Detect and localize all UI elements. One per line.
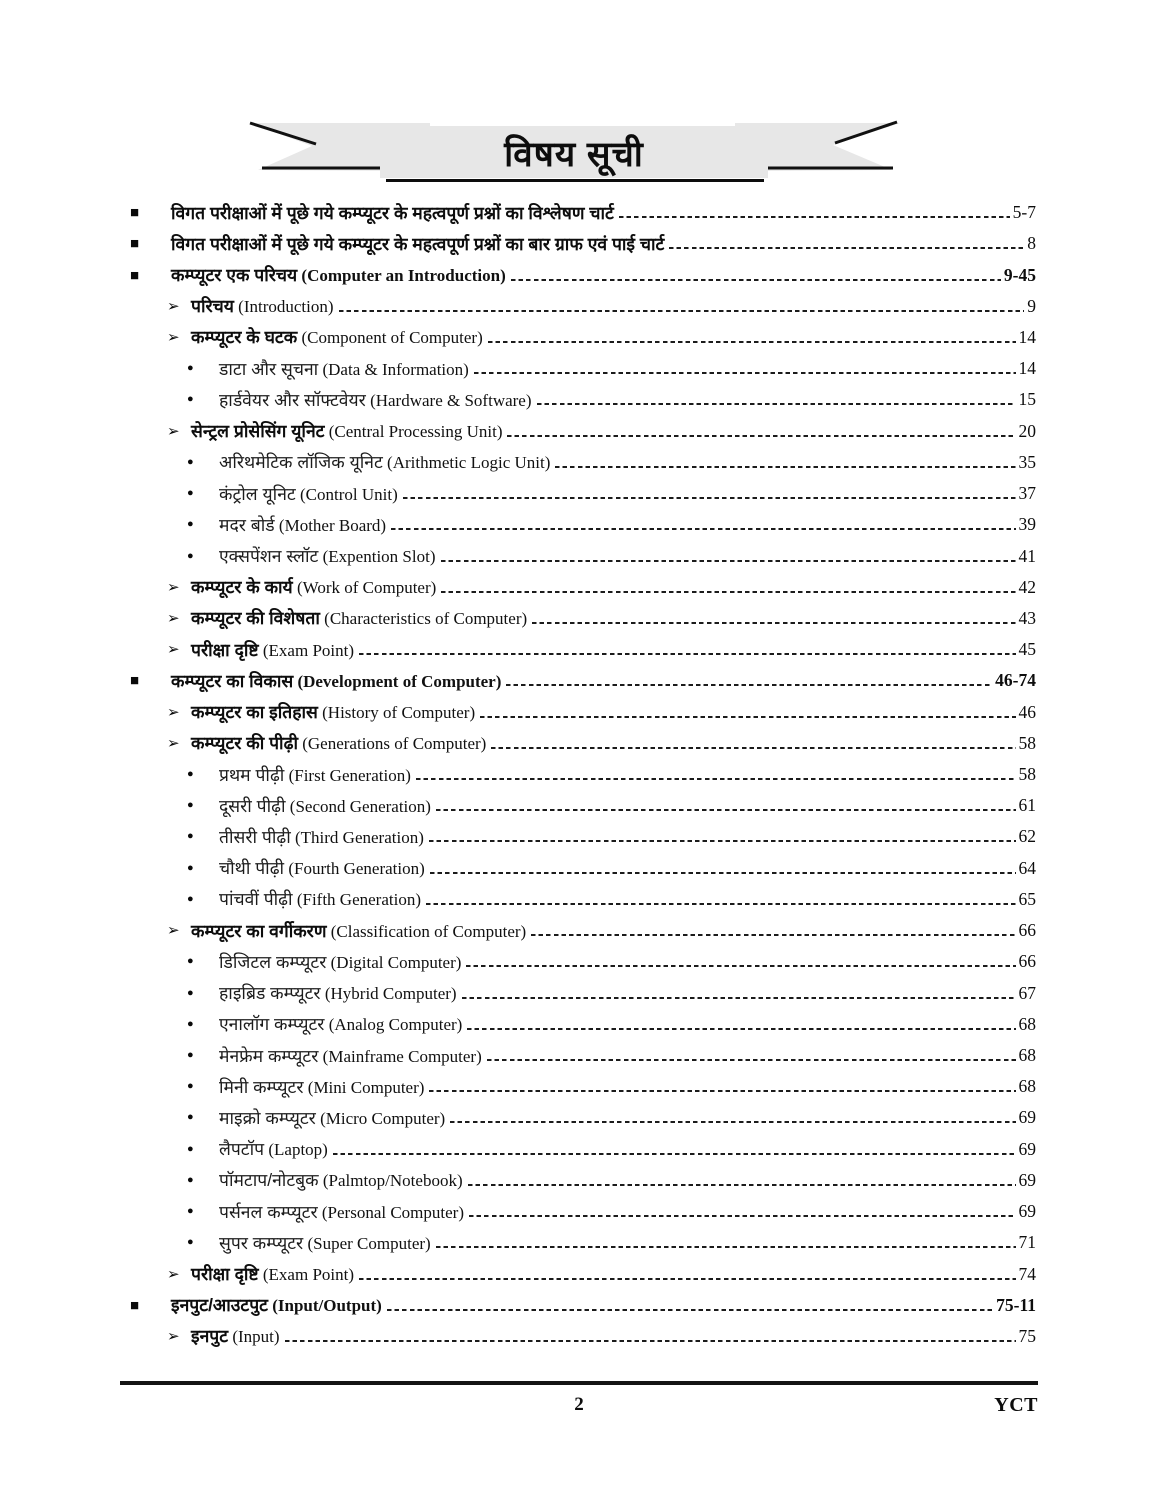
dotted-leader bbox=[429, 840, 1016, 842]
entry-page-number: 45 bbox=[1018, 639, 1036, 660]
entry-label bbox=[191, 1324, 280, 1348]
toc-entry bbox=[130, 478, 1036, 509]
entry-label bbox=[219, 825, 424, 849]
entry-title-hindi: तीसरी पीढ़ी bbox=[219, 826, 291, 847]
arrow-bullet-icon: ➢ bbox=[167, 422, 180, 440]
entry-label bbox=[191, 919, 526, 943]
toc-list bbox=[130, 197, 1036, 1352]
entry-title-hindi: माइक्रो कम्प्यूटर bbox=[219, 1107, 316, 1128]
entry-label bbox=[171, 669, 501, 693]
toc-entry bbox=[130, 259, 1036, 290]
dot-bullet-icon: ● bbox=[187, 986, 194, 999]
entry-title-hindi: विगत परीक्षाओं में पूछे गये कम्प्यूटर के महत्वपूर्ण प्रश्नों का विश्लेषण चार्ट bbox=[171, 202, 614, 223]
entry-page-number: 9-45 bbox=[1003, 264, 1036, 285]
dotted-leader bbox=[488, 341, 1016, 343]
entry-title-hindi: सुपर कम्प्यूटर bbox=[219, 1232, 304, 1253]
toc-entry bbox=[130, 509, 1036, 540]
dotted-leader bbox=[669, 247, 1024, 249]
toc-entry bbox=[130, 790, 1036, 821]
toc-entry bbox=[130, 1102, 1036, 1133]
entry-page-number: 58 bbox=[1018, 764, 1036, 785]
entry-title-hindi: प्रथम पीढ़ी bbox=[219, 764, 285, 785]
entry-title-english: (Hardware & Software) bbox=[365, 390, 532, 410]
entry-page-number: 39 bbox=[1018, 514, 1036, 535]
entry-label bbox=[191, 606, 527, 630]
entry-title-hindi: कम्प्यूटर के कार्य bbox=[191, 577, 293, 598]
dotted-leader bbox=[391, 528, 1015, 530]
dotted-leader bbox=[359, 653, 1015, 655]
dotted-leader bbox=[511, 279, 1001, 281]
entry-label bbox=[191, 700, 475, 724]
toc-entry bbox=[130, 1009, 1036, 1040]
entry-page-number: 43 bbox=[1018, 607, 1036, 628]
arrow-bullet-icon: ➢ bbox=[167, 734, 180, 752]
entry-title-english: (Third Generation) bbox=[290, 827, 424, 847]
dotted-leader bbox=[555, 466, 1015, 468]
entry-title-hindi: डाटा और सूचना bbox=[219, 358, 319, 379]
entry-label bbox=[191, 1262, 354, 1286]
toc-entry bbox=[130, 1134, 1036, 1165]
entry-title-english: (History of Computer) bbox=[317, 703, 476, 723]
entry-title-english: (Arithmetic Logic Unit) bbox=[382, 453, 551, 473]
arrow-bullet-icon: ➢ bbox=[167, 578, 180, 596]
toc-entry bbox=[130, 1040, 1036, 1071]
toc-entry bbox=[130, 1227, 1036, 1258]
entry-title-english: (Generations of Computer) bbox=[297, 734, 487, 754]
toc-entry bbox=[130, 665, 1036, 696]
dotted-leader bbox=[416, 778, 1016, 780]
dotted-leader bbox=[387, 1309, 993, 1311]
entry-page-number: 69 bbox=[1018, 1138, 1036, 1159]
dotted-leader bbox=[441, 591, 1015, 593]
entry-page-number: 20 bbox=[1018, 420, 1036, 441]
entry-page-number: 61 bbox=[1018, 795, 1036, 816]
entry-label bbox=[191, 419, 502, 443]
entry-title-english: (Exam Point) bbox=[258, 640, 355, 660]
entry-title-hindi: कम्प्यूटर एक परिचय bbox=[171, 265, 298, 286]
entry-page-number: 9 bbox=[1027, 295, 1036, 316]
toc-entry bbox=[130, 977, 1036, 1008]
entry-title-english: (Exam Point) bbox=[258, 1265, 355, 1285]
ribbon-banner-graphic bbox=[0, 0, 1159, 210]
entry-title-hindi: हार्डवेयर और सॉफ्टवेयर bbox=[219, 389, 366, 410]
entry-title-hindi: पांचवीं पीढ़ी bbox=[219, 889, 293, 910]
entry-label bbox=[219, 856, 425, 880]
toc-entry bbox=[130, 1290, 1036, 1321]
entry-title-hindi: डिजिटल कम्प्यूटर bbox=[219, 951, 327, 972]
entry-label bbox=[219, 1168, 463, 1192]
entry-label bbox=[171, 201, 614, 225]
entry-title-hindi: कम्प्यूटर के घटक bbox=[191, 327, 298, 348]
entry-label bbox=[191, 638, 354, 662]
dot-bullet-icon: ● bbox=[187, 1111, 194, 1124]
arrow-bullet-icon: ➢ bbox=[167, 641, 180, 659]
entry-title-hindi: मिनी कम्प्यूटर bbox=[219, 1076, 304, 1097]
dot-bullet-icon: ● bbox=[187, 362, 194, 375]
entry-label bbox=[219, 482, 398, 506]
dot-bullet-icon: ● bbox=[187, 1049, 194, 1062]
dotted-leader bbox=[467, 1028, 1015, 1030]
entry-title-hindi: परिचय bbox=[191, 296, 234, 317]
entry-title-english: (Mini Computer) bbox=[303, 1077, 425, 1097]
entry-title-hindi: लैपटॉप bbox=[219, 1139, 265, 1160]
entry-page-number: 46-74 bbox=[995, 670, 1036, 691]
arrow-bullet-icon: ➢ bbox=[167, 297, 180, 315]
toc-entry bbox=[130, 197, 1036, 228]
arrow-bullet-icon: ➢ bbox=[167, 1265, 180, 1283]
entry-title-english: (Central Processing Unit) bbox=[324, 422, 503, 442]
dotted-leader bbox=[462, 997, 1016, 999]
entry-title-english: (Introduction) bbox=[233, 297, 334, 317]
toc-entry bbox=[130, 697, 1036, 728]
toc-entry bbox=[130, 416, 1036, 447]
entry-page-number: 75-11 bbox=[996, 1294, 1036, 1315]
dot-bullet-icon: ● bbox=[187, 768, 194, 781]
footer-rule bbox=[120, 1381, 1038, 1385]
entry-label bbox=[219, 1231, 431, 1255]
dotted-leader bbox=[339, 310, 1025, 312]
dotted-leader bbox=[430, 872, 1016, 874]
dot-bullet-icon: ● bbox=[187, 830, 194, 843]
entry-title-hindi: एक्सपेंशन स्लॉट bbox=[219, 546, 319, 567]
entry-title-hindi: परीक्षा दृष्टि bbox=[191, 1264, 259, 1285]
entry-title-hindi: एनालॉग कम्प्यूटर bbox=[219, 1014, 325, 1035]
entry-label bbox=[219, 1106, 445, 1130]
entry-title-hindi: कम्प्यूटर की पीढ़ी bbox=[191, 733, 298, 754]
dot-bullet-icon: ● bbox=[187, 892, 194, 905]
entry-title-hindi: पॉमटाप/नोटबुक bbox=[219, 1170, 319, 1191]
entry-title-english: (Super Computer) bbox=[303, 1233, 431, 1253]
entry-page-number: 41 bbox=[1018, 545, 1036, 566]
entry-page-number: 14 bbox=[1018, 326, 1036, 347]
entry-title-hindi: चौथी पीढ़ी bbox=[219, 858, 285, 879]
entry-title-english: (Second Generation) bbox=[285, 796, 431, 816]
entry-title-english: (Input/Output) bbox=[267, 1296, 382, 1316]
toc-entry bbox=[130, 540, 1036, 571]
dotted-leader bbox=[491, 747, 1015, 749]
entry-label bbox=[219, 388, 532, 412]
entry-title-english: (Mother Board) bbox=[274, 515, 387, 535]
entry-page-number: 74 bbox=[1018, 1263, 1036, 1284]
dotted-leader bbox=[537, 403, 1016, 405]
entry-title-hindi: कंट्रोल यूनिट bbox=[219, 483, 296, 504]
dotted-leader bbox=[436, 1246, 1016, 1248]
toc-entry bbox=[130, 447, 1036, 478]
dot-bullet-icon: ● bbox=[187, 861, 194, 874]
dotted-leader bbox=[487, 1059, 1016, 1061]
entry-page-number: 71 bbox=[1018, 1232, 1036, 1253]
entry-page-number: 37 bbox=[1018, 483, 1036, 504]
entry-title-english: (Expention Slot) bbox=[318, 547, 436, 567]
footer-page-number: 2 bbox=[574, 1394, 584, 1415]
entry-page-number: 42 bbox=[1018, 576, 1036, 597]
entry-page-number: 69 bbox=[1018, 1201, 1036, 1222]
entry-page-number: 66 bbox=[1018, 920, 1036, 941]
entry-title-english: (Personal Computer) bbox=[317, 1202, 464, 1222]
toc-entry bbox=[130, 1071, 1036, 1102]
dotted-leader bbox=[531, 934, 1015, 936]
square-bullet-icon: ■ bbox=[130, 672, 140, 690]
toc-entry bbox=[130, 291, 1036, 322]
entry-page-number: 69 bbox=[1018, 1107, 1036, 1128]
arrow-bullet-icon: ➢ bbox=[167, 1327, 180, 1345]
entry-label bbox=[191, 575, 436, 599]
entry-title-hindi: कम्प्यूटर का इतिहास bbox=[191, 702, 318, 723]
entry-label bbox=[171, 263, 506, 287]
entry-title-english: (Mainframe Computer) bbox=[318, 1046, 482, 1066]
entry-title-hindi: सेन्ट्रल प्रोसेसिंग यूनिट bbox=[191, 421, 325, 442]
entry-label bbox=[219, 1044, 482, 1068]
dotted-leader bbox=[403, 497, 1016, 499]
entry-page-number: 65 bbox=[1018, 888, 1036, 909]
entry-page-number: 5-7 bbox=[1012, 202, 1036, 223]
entry-page-number: 64 bbox=[1018, 857, 1036, 878]
entry-title-hindi: कम्प्यूटर का विकास bbox=[171, 670, 294, 691]
toc-entry bbox=[130, 1321, 1036, 1352]
entry-page-number: 62 bbox=[1018, 826, 1036, 847]
ribbon-banner bbox=[0, 0, 1159, 210]
entry-label bbox=[219, 1012, 462, 1036]
entry-label bbox=[219, 794, 431, 818]
footer bbox=[120, 1390, 1038, 1420]
dotted-leader bbox=[450, 1121, 1015, 1123]
toc-entry bbox=[130, 821, 1036, 852]
toc-entry bbox=[130, 384, 1036, 415]
toc-entry bbox=[130, 1258, 1036, 1289]
entry-page-number: 68 bbox=[1018, 1076, 1036, 1097]
entry-title-english: (Development of Computer) bbox=[293, 671, 502, 691]
dot-bullet-icon: ● bbox=[187, 1080, 194, 1093]
dotted-leader bbox=[474, 372, 1016, 374]
square-bullet-icon: ■ bbox=[130, 235, 140, 253]
entry-title-english: (Analog Computer) bbox=[324, 1015, 463, 1035]
entry-label bbox=[219, 763, 411, 787]
entry-title-hindi: कम्प्यूटर का वर्गीकरण bbox=[191, 920, 327, 941]
entry-label bbox=[191, 731, 486, 755]
entry-page-number: 14 bbox=[1018, 358, 1036, 379]
dotted-leader bbox=[436, 809, 1016, 811]
entry-title-english: (Input) bbox=[228, 1327, 280, 1347]
entry-title-english: (Fourth Generation) bbox=[284, 859, 425, 879]
dot-bullet-icon: ● bbox=[187, 1017, 194, 1030]
toc-entry bbox=[130, 353, 1036, 384]
toc-entry bbox=[130, 915, 1036, 946]
entry-title-hindi: विगत परीक्षाओं में पूछे गये कम्प्यूटर के महत्वपूर्ण प्रश्नों का बार ग्राफ एवं पाई चार्ट bbox=[171, 233, 665, 254]
entry-title-english: (Micro Computer) bbox=[315, 1108, 446, 1128]
entry-title-english: (Characteristics of Computer) bbox=[319, 609, 528, 629]
entry-title-hindi: परीक्षा दृष्टि bbox=[191, 639, 259, 660]
dot-bullet-icon: ● bbox=[187, 955, 194, 968]
entry-title-hindi: मेनफ्रेम कम्प्यूटर bbox=[219, 1045, 319, 1066]
toc-entry bbox=[130, 322, 1036, 353]
toc-entry bbox=[130, 1196, 1036, 1227]
dot-bullet-icon: ● bbox=[187, 455, 194, 468]
toc-entry bbox=[130, 1165, 1036, 1196]
dotted-leader bbox=[532, 622, 1015, 624]
entry-label bbox=[171, 232, 664, 256]
dot-bullet-icon: ● bbox=[187, 1142, 194, 1155]
dotted-leader bbox=[426, 903, 1016, 905]
dotted-leader bbox=[468, 1184, 1016, 1186]
entry-title-hindi: हाइब्रिड कम्प्यूटर bbox=[219, 983, 321, 1004]
entry-label bbox=[219, 1075, 424, 1099]
entry-title-hindi: कम्प्यूटर की विशेषता bbox=[191, 608, 320, 629]
entry-page-number: 46 bbox=[1018, 701, 1036, 722]
entry-label bbox=[219, 1137, 328, 1161]
toc-entry bbox=[130, 572, 1036, 603]
entry-page-number: 66 bbox=[1018, 951, 1036, 972]
dot-bullet-icon: ● bbox=[187, 1205, 194, 1218]
entry-label bbox=[219, 981, 457, 1005]
square-bullet-icon: ■ bbox=[130, 204, 140, 222]
footer-publisher-logo: YCT bbox=[994, 1393, 1038, 1416]
entry-label bbox=[219, 357, 469, 381]
entry-title-english: (First Generation) bbox=[284, 765, 411, 785]
dotted-leader bbox=[469, 1215, 1016, 1217]
dotted-leader bbox=[619, 216, 1010, 218]
entry-page-number: 75 bbox=[1018, 1325, 1036, 1346]
entry-label bbox=[191, 294, 334, 318]
entry-page-number: 69 bbox=[1018, 1169, 1036, 1190]
dotted-leader bbox=[359, 1278, 1015, 1280]
entry-title-english: (Palmtop/Notebook) bbox=[318, 1171, 463, 1191]
toc-entry bbox=[130, 759, 1036, 790]
dotted-leader bbox=[333, 1153, 1016, 1155]
entry-page-number: 67 bbox=[1018, 982, 1036, 1003]
dot-bullet-icon: ● bbox=[187, 518, 194, 531]
entry-label bbox=[219, 950, 461, 974]
dot-bullet-icon: ● bbox=[187, 799, 194, 812]
entry-title-hindi: पर्सनल कम्प्यूटर bbox=[219, 1201, 318, 1222]
entry-title-hindi: इनपुट/आउटपुट bbox=[171, 1295, 268, 1316]
dotted-leader bbox=[429, 1090, 1015, 1092]
arrow-bullet-icon: ➢ bbox=[167, 328, 180, 346]
toc-entry bbox=[130, 728, 1036, 759]
entry-page-number: 68 bbox=[1018, 1045, 1036, 1066]
arrow-bullet-icon: ➢ bbox=[167, 703, 180, 721]
dot-bullet-icon: ● bbox=[187, 549, 194, 562]
toc-entry bbox=[130, 634, 1036, 665]
toc-entry bbox=[130, 884, 1036, 915]
toc-entry bbox=[130, 228, 1036, 259]
page-title: विषय सूची bbox=[504, 134, 644, 174]
toc-entry bbox=[130, 603, 1036, 634]
dot-bullet-icon: ● bbox=[187, 1236, 194, 1249]
entry-title-english: (Classification of Computer) bbox=[326, 921, 527, 941]
entry-title-english: (Hybrid Computer) bbox=[320, 984, 457, 1004]
arrow-bullet-icon: ➢ bbox=[167, 922, 180, 940]
entry-title-english: (Computer an Introduction) bbox=[297, 266, 506, 286]
entry-title-english: (Work of Computer) bbox=[292, 578, 437, 598]
entry-title-hindi: अरिथमेटिक लॉजिक यूनिट bbox=[219, 452, 383, 473]
dotted-leader bbox=[441, 560, 1016, 562]
entry-label bbox=[219, 544, 436, 568]
entry-page-number: 58 bbox=[1018, 732, 1036, 753]
arrow-bullet-icon: ➢ bbox=[167, 609, 180, 627]
dotted-leader bbox=[480, 716, 1015, 718]
square-bullet-icon: ■ bbox=[130, 1296, 140, 1314]
square-bullet-icon: ■ bbox=[130, 266, 140, 284]
dot-bullet-icon: ● bbox=[187, 1173, 194, 1186]
dotted-leader bbox=[285, 1340, 1016, 1342]
dot-bullet-icon: ● bbox=[187, 393, 194, 406]
dotted-leader bbox=[466, 965, 1015, 967]
entry-page-number: 68 bbox=[1018, 1013, 1036, 1034]
entry-title-english: (Fifth Generation) bbox=[292, 890, 421, 910]
entry-label bbox=[219, 450, 550, 474]
entry-label bbox=[219, 1200, 464, 1224]
dotted-leader bbox=[507, 435, 1015, 437]
dotted-leader bbox=[506, 684, 992, 686]
entry-page-number: 35 bbox=[1018, 451, 1036, 472]
entry-title-english: (Digital Computer) bbox=[326, 952, 462, 972]
entry-label bbox=[191, 325, 483, 349]
toc-entry bbox=[130, 853, 1036, 884]
entry-page-number: 8 bbox=[1027, 233, 1036, 254]
entry-title-hindi: इनपुट bbox=[191, 1326, 229, 1347]
entry-label bbox=[219, 513, 386, 537]
entry-title-english: (Data & Information) bbox=[318, 359, 469, 379]
entry-title-hindi: दूसरी पीढ़ी bbox=[219, 795, 286, 816]
dot-bullet-icon: ● bbox=[187, 487, 194, 500]
ribbon-underline bbox=[386, 179, 764, 182]
toc-entry bbox=[130, 946, 1036, 977]
entry-title-english: (Laptop) bbox=[264, 1140, 328, 1160]
entry-label bbox=[219, 887, 421, 911]
entry-title-hindi: मदर बोर्ड bbox=[219, 514, 275, 535]
entry-title-english: (Control Unit) bbox=[295, 484, 398, 504]
entry-page-number: 15 bbox=[1018, 389, 1036, 410]
entry-label bbox=[171, 1293, 382, 1317]
entry-title-english: (Component of Computer) bbox=[297, 328, 483, 348]
